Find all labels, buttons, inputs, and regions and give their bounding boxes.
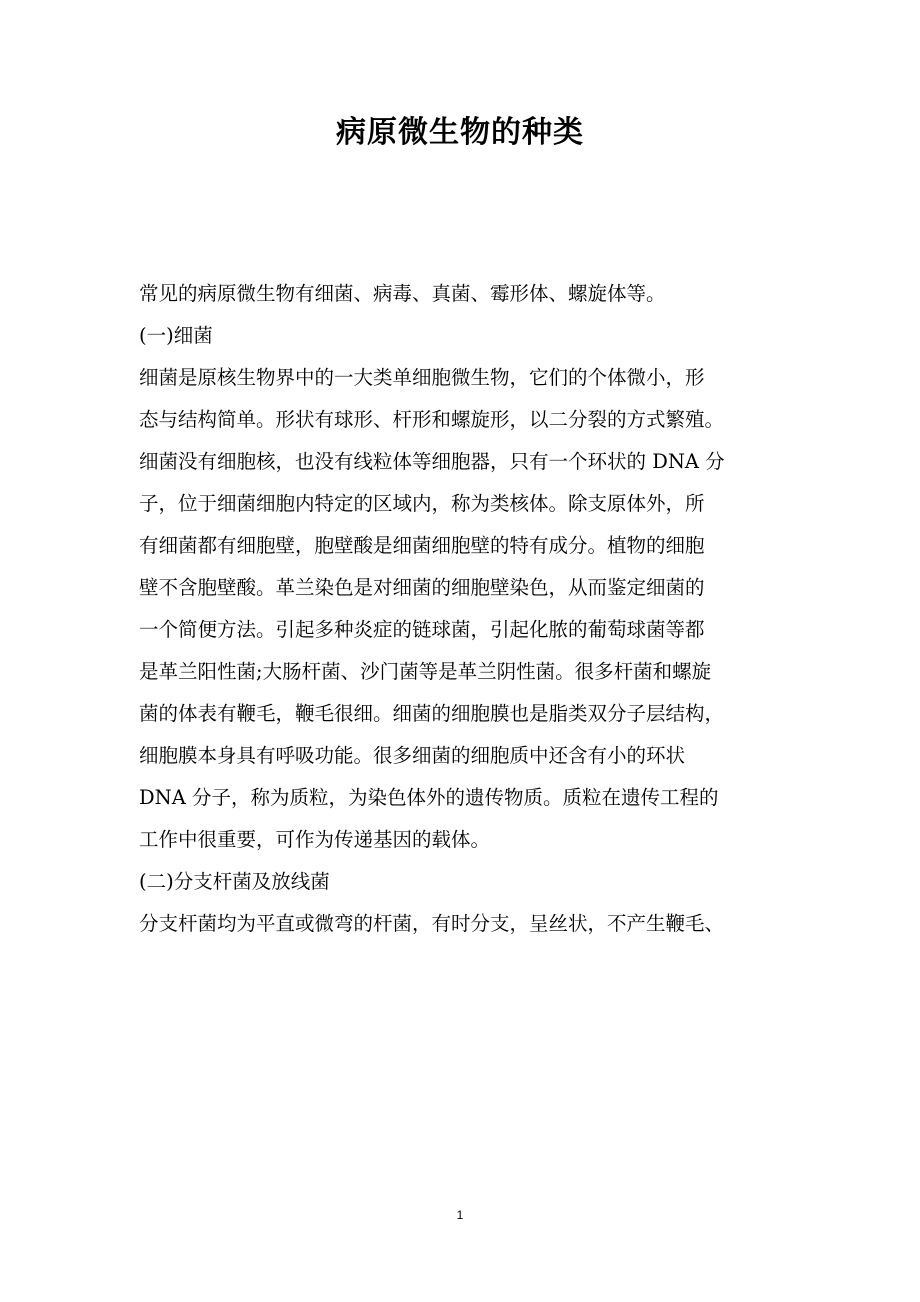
text-line: 细胞膜本身具有呼吸功能。很多细菌的细胞质中还含有小的环状 bbox=[139, 744, 686, 767]
text-line: 态与结构简单。形状有球形、杆形和螺旋形，以二分裂的方式繁殖。 bbox=[139, 408, 725, 431]
text-line: 壁不含胞壁酸。革兰染色是对细菌的细胞壁染色，从而鉴定细菌的 bbox=[139, 576, 705, 599]
page-title: 病原微生物的种类 bbox=[336, 115, 584, 150]
text-line: 是革兰阳性菌;大肠杆菌、沙门菌等是革兰阴性菌。很多杆菌和螺旋 bbox=[139, 660, 712, 683]
text-line: 细菌是原核生物界中的一大类单细胞微生物，它们的个体微小，形 bbox=[139, 366, 705, 389]
text-line: 细菌没有细胞核，也没有线粒体等细胞器，只有一个环状的 DNA 分 bbox=[139, 450, 725, 473]
text-line: 常见的病原微生物有细菌、病毒、真菌、霉形体、螺旋体等。 bbox=[139, 282, 666, 305]
text-line: DNA 分子，称为质粒，为染色体外的遗传物质。质粒在遗传工程的 bbox=[139, 786, 719, 809]
section-heading-mycobacteria: (二)分支杆菌及放线菌 bbox=[139, 870, 330, 893]
text-line: 子，位于细菌细胞内特定的区域内，称为类核体。除支原体外，所 bbox=[139, 492, 705, 515]
page-number: 1 bbox=[456, 1208, 464, 1222]
section-heading-bacteria: (一)细菌 bbox=[139, 324, 213, 347]
text-line: 一个简便方法。引起多种炎症的链球菌，引起化脓的葡萄球菌等都 bbox=[139, 618, 705, 641]
document-body bbox=[139, 273, 781, 945]
text-line: 菌的体表有鞭毛，鞭毛很细。细菌的细胞膜也是脂类双分子层结构， bbox=[139, 702, 725, 725]
text-line: 分支杆菌均为平直或微弯的杆菌，有时分支，呈丝状，不产生鞭毛、 bbox=[139, 912, 725, 935]
text-line: 工作中很重要，可作为传递基因的载体。 bbox=[139, 828, 491, 851]
text-line: 有细菌都有细胞壁，胞壁酸是细菌细胞壁的特有成分。植物的细胞 bbox=[139, 534, 705, 557]
